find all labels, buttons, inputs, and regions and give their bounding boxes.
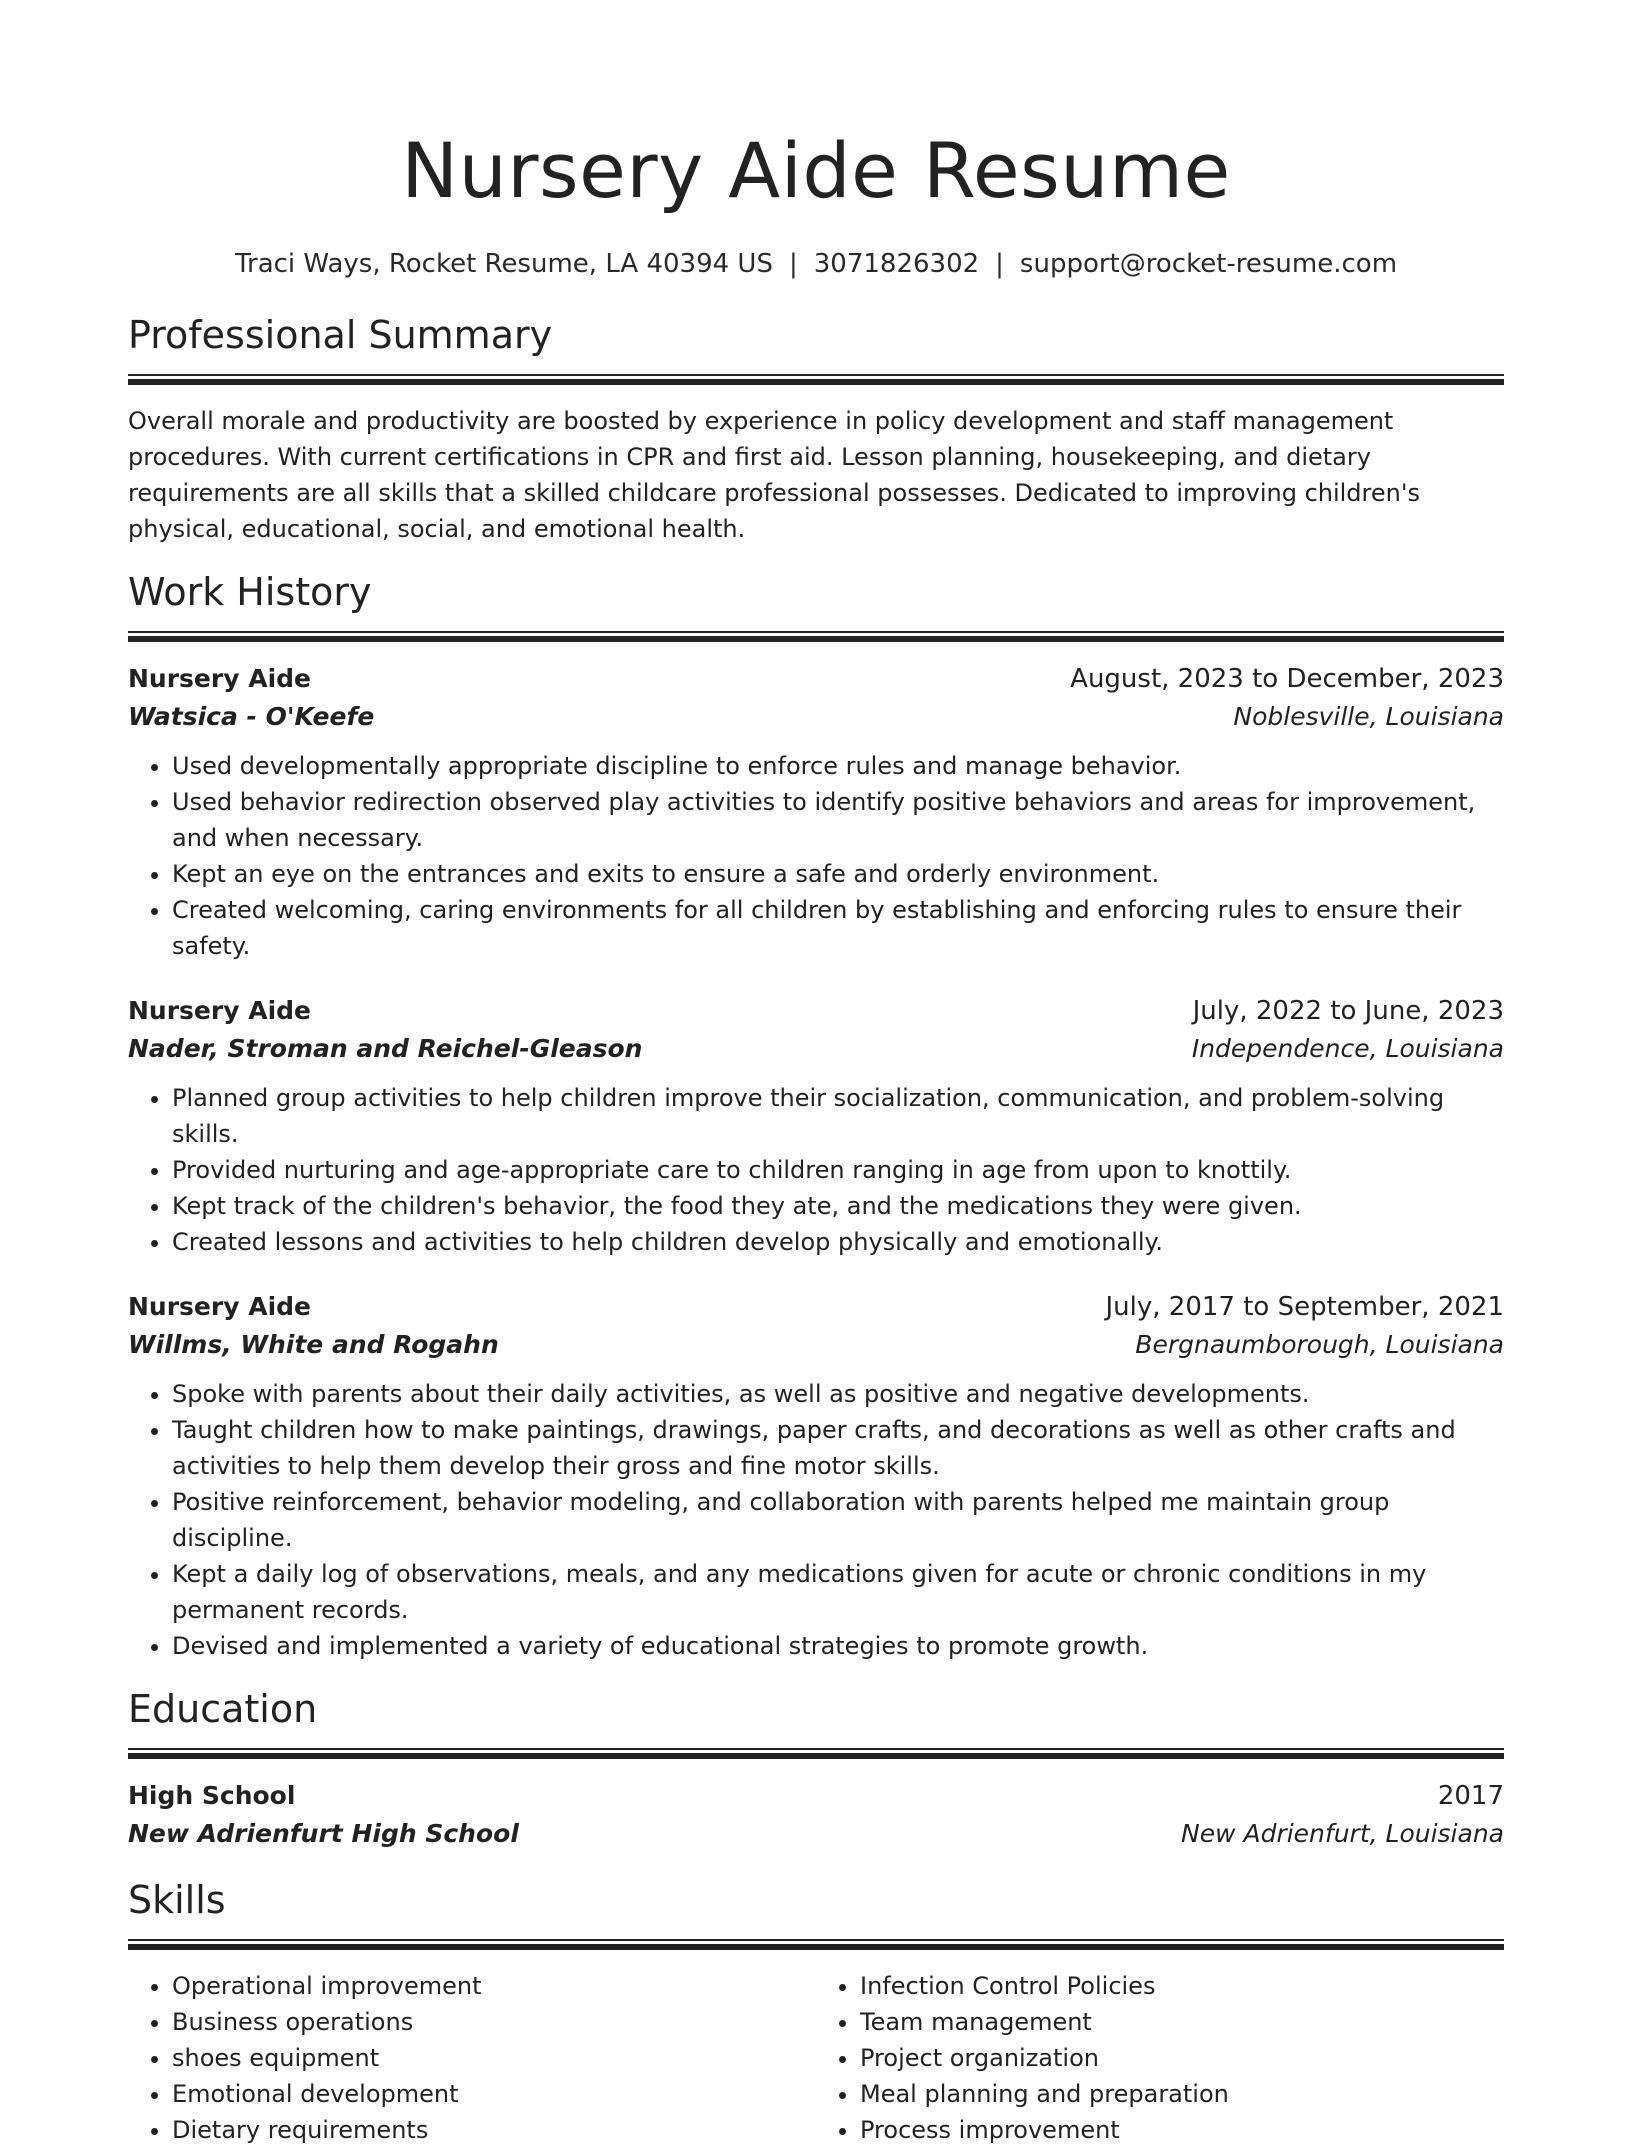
contact-separator: | (995, 249, 1004, 279)
job-subheader (128, 1326, 1504, 1364)
list-item: • Business operations (172, 2004, 816, 2040)
section-divider (128, 631, 1504, 642)
skills-column-right (816, 1968, 1504, 2148)
section-divider (128, 1939, 1504, 1950)
summary-text: Overall morale and productivity are boosted by experience in policy development and staff management procedures. With current certifications in CPR and first aid. Lesson planning, housekeeping, and dietary requirements are all skills that a skilled childcare professional possesses. Dedicated to improving children's physical, educational, social, and emotional health. (128, 407, 1420, 543)
job-title: Nursery Aide (128, 1292, 311, 1321)
job-subheader (128, 698, 1504, 736)
job-company: Watsica - O'Keefe (128, 702, 375, 731)
work-section (128, 567, 1504, 1664)
section-divider (128, 1748, 1504, 1759)
education-year: 2017 (1437, 1781, 1504, 1811)
job-header (128, 1288, 1504, 1326)
job-dates: August, 2023 to December, 2023 (1070, 664, 1504, 694)
list-item: • Dietary requirements (172, 2112, 816, 2148)
list-item: • Infection Control Policies (860, 1968, 1504, 2004)
contact-line (128, 246, 1504, 282)
job-title: Nursery Aide (128, 996, 311, 1025)
education-location: New Adrienfurt, Louisiana (1181, 1819, 1504, 1848)
list-item: • Emotional development (172, 2076, 816, 2112)
skills-column-left (128, 1968, 816, 2148)
section-heading-work: Work History (128, 570, 372, 614)
list-item: • Provided nurturing and age-appropriate care to children ranging in age from upon to knottily. (172, 1152, 1504, 1188)
job-location: Noblesville, Louisiana (1233, 702, 1504, 731)
list-item: • Used behavior redirection observed play activities to identify positive behaviors and areas for improvement, and when necessary. (172, 784, 1504, 856)
list-item: • Kept an eye on the entrances and exits to ensure a safe and orderly environment. (172, 856, 1504, 892)
list-item: • Positive reinforcement, behavior modeling, and collaboration with parents helped me maintain group discipline. (172, 1484, 1504, 1556)
list-item: • Taught children how to make paintings, drawings, paper crafts, and decorations as well as other crafts and activities to help them develop their gross and fine motor skills. (172, 1412, 1504, 1484)
skills-section (128, 1875, 1504, 2148)
job-company: Willms, White and Rogahn (128, 1330, 499, 1359)
summary-section (128, 310, 1504, 547)
list-item: • Created lessons and activities to help children develop physically and emotionally. (172, 1224, 1504, 1260)
job-subheader (128, 1030, 1504, 1068)
list-item: • Created welcoming, caring environments for all children by establishing and enforcing rules to ensure their safety. (172, 892, 1504, 964)
list-item: • Spoke with parents about their daily activities, as well as positive and negative developments. (172, 1376, 1504, 1412)
job-entry (128, 1288, 1504, 1664)
list-item: • Devised and implemented a variety of educational strategies to promote growth. (172, 1628, 1504, 1664)
list-item: • Process improvement (860, 2112, 1504, 2148)
job-title: Nursery Aide (128, 664, 311, 693)
section-divider (128, 374, 1504, 385)
education-section (128, 1684, 1504, 1853)
section-heading-summary: Professional Summary (128, 313, 553, 357)
list-item: • Project organization (860, 2040, 1504, 2076)
job-entry (128, 992, 1504, 1260)
job-header (128, 992, 1504, 1030)
job-dates: July, 2017 to September, 2021 (1105, 1292, 1504, 1322)
job-bullets (128, 1376, 1504, 1664)
contact-phone: 3071826302 (813, 249, 980, 279)
education-header (128, 1777, 1504, 1815)
contact-address: Traci Ways, Rocket Resume, LA 40394 US (234, 249, 773, 279)
job-entry (128, 660, 1504, 964)
list-item: • Meal planning and preparation (860, 2076, 1504, 2112)
resume-title: Nursery Aide Resume (401, 126, 1231, 215)
list-item: • Kept track of the children's behavior, the food they ate, and the medications they were given. (172, 1188, 1504, 1224)
contact-email: support@rocket-resume.com (1019, 249, 1398, 279)
education-degree: High School (128, 1781, 296, 1810)
skills-columns (128, 1968, 1504, 2148)
list-item: • shoes equipment (172, 2040, 816, 2076)
list-item: • Planned group activities to help children improve their socialization, communication, and problem-solving skills. (172, 1080, 1504, 1152)
job-location: Independence, Louisiana (1191, 1034, 1504, 1063)
list-item: • Used developmentally appropriate discipline to enforce rules and manage behavior. (172, 748, 1504, 784)
section-heading-skills: Skills (128, 1878, 226, 1922)
job-bullets (128, 1080, 1504, 1260)
education-school: New Adrienfurt High School (128, 1819, 519, 1848)
job-bullets (128, 748, 1504, 964)
job-dates: July, 2022 to June, 2023 (1192, 996, 1504, 1026)
job-location: Bergnaumborough, Louisiana (1135, 1330, 1504, 1359)
list-item: • Team management (860, 2004, 1504, 2040)
list-item: • Kept a daily log of observations, meals, and any medications given for acute or chronic conditions in my permanent records. (172, 1556, 1504, 1628)
job-company: Nader, Stroman and Reichel-Gleason (128, 1034, 643, 1063)
education-subheader (128, 1815, 1504, 1853)
job-header (128, 660, 1504, 698)
section-heading-education: Education (128, 1687, 318, 1731)
list-item: • Operational improvement (172, 1968, 816, 2004)
contact-separator: | (788, 249, 798, 279)
